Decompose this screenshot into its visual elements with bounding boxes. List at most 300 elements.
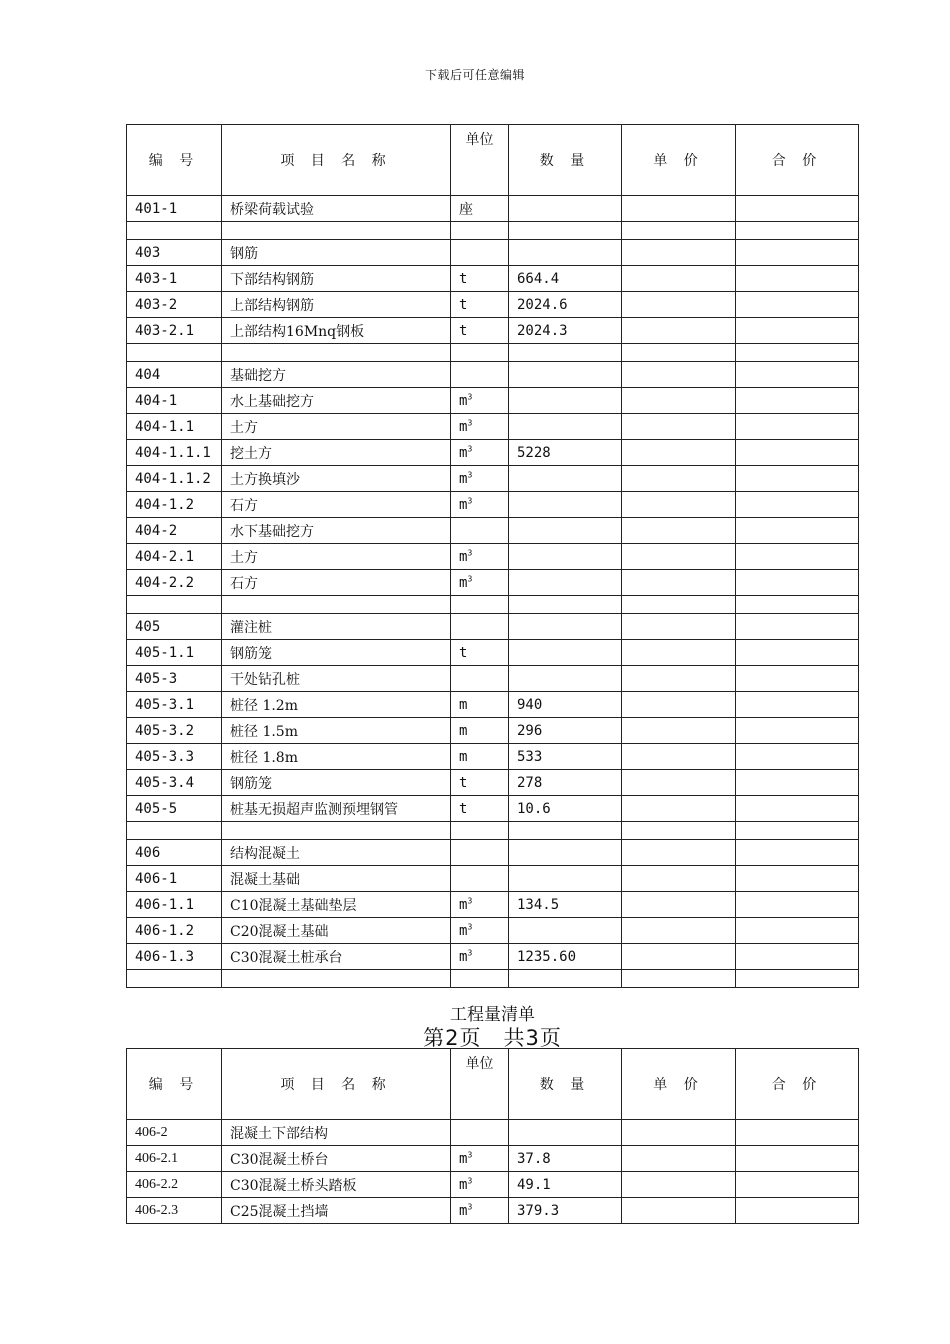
unit-cell [451,440,509,466]
empty-cell [451,344,509,362]
unit-cell [451,866,509,892]
item-code-cell: 405-3 [127,666,222,692]
total-price-cell [736,362,859,388]
column-header-unit: 单位 [451,1049,509,1120]
unit-superscript: 3 [467,573,473,583]
quantity-cell: 296 [509,718,622,744]
item-code-cell: 401-1 [127,196,222,222]
quantity-cell: 379.3 [509,1198,622,1224]
item-code-cell: 403-1 [127,266,222,292]
total-price-cell [736,1198,859,1224]
item-code-cell: 406-1 [127,866,222,892]
quantity-cell [509,362,622,388]
item-code-cell: 405-3.3 [127,744,222,770]
quantity-cell [509,614,622,640]
unit-price-cell [622,744,736,770]
total-price-cell [736,492,859,518]
unit-cell [451,770,509,796]
item-code-cell: 406-2.1 [127,1146,222,1172]
table-row [127,666,859,692]
item-code-cell: 404 [127,362,222,388]
total-price-cell [736,640,859,666]
item-name-cell: 混凝土下部结构 [222,1120,451,1146]
unit-price-cell [622,666,736,692]
unit-price-cell [622,840,736,866]
unit-cell [451,718,509,744]
table-row [127,1172,859,1198]
quantity-cell: 533 [509,744,622,770]
table-row [127,614,859,640]
quantity-cell: 1235.60 [509,944,622,970]
quantity-cell [509,492,622,518]
item-code-cell: 406-1.1 [127,892,222,918]
blank-row [127,344,859,362]
unit-price-cell [622,1172,736,1198]
unit-price-cell [622,362,736,388]
blank-row [127,822,859,840]
item-code-cell: 404-2 [127,518,222,544]
unit-text: t [459,322,468,339]
unit-cell [451,918,509,944]
unit-superscript: 3 [467,1175,473,1185]
quantity-cell [509,414,622,440]
empty-cell [222,596,451,614]
unit-superscript: 3 [467,469,473,479]
unit-cell [451,892,509,918]
item-code-cell: 406 [127,840,222,866]
empty-cell [509,596,622,614]
table-row [127,570,859,596]
item-name-cell: C25混凝土挡墙 [222,1198,451,1224]
column-header-total-price: 合 价 [736,125,859,196]
column-header-unit-price: 单 价 [622,1049,736,1120]
table-row [127,944,859,970]
quantity-cell: 2024.6 [509,292,622,318]
empty-cell [127,596,222,614]
item-name-cell: 石方 [222,570,451,596]
unit-price-cell [622,944,736,970]
quantity-cell [509,640,622,666]
unit-cell [451,292,509,318]
item-code-cell: 406-2.2 [127,1172,222,1198]
unit-price-cell [622,640,736,666]
empty-cell [451,970,509,988]
table-row [127,640,859,666]
unit-price-cell [622,770,736,796]
empty-cell [736,822,859,840]
table-row [127,840,859,866]
quantity-cell: 5228 [509,440,622,466]
item-code-cell: 403 [127,240,222,266]
unit-cell [451,362,509,388]
table-row [127,692,859,718]
quantity-table-page-2 [126,1048,859,1224]
unit-text: t [459,800,468,817]
unit-text: m [459,418,468,435]
total-price-cell [736,692,859,718]
item-name-cell: 桩径 1.8m [222,744,451,770]
empty-cell [127,222,222,240]
total-price-cell [736,718,859,744]
unit-cell [451,666,509,692]
item-code-cell: 406-1.3 [127,944,222,970]
empty-cell [222,222,451,240]
empty-cell [127,344,222,362]
unit-text: t [459,774,468,791]
table-row [127,718,859,744]
unit-cell [451,744,509,770]
item-code-cell: 405-5 [127,796,222,822]
table-row [127,770,859,796]
unit-cell [451,196,509,222]
table-header-row [127,125,859,196]
unit-cell [451,614,509,640]
table-row [127,414,859,440]
unit-cell [451,466,509,492]
unit-price-cell [622,918,736,944]
table-row [127,362,859,388]
unit-price-cell [622,570,736,596]
quantity-cell: 37.8 [509,1146,622,1172]
table-row [127,318,859,344]
unit-cell [451,1120,509,1146]
quantity-cell [509,570,622,596]
unit-superscript: 3 [467,1149,473,1159]
quantity-cell [509,840,622,866]
unit-text: m [459,496,468,513]
column-header-total-price: 合 价 [736,1049,859,1120]
table-row [127,492,859,518]
unit-price-cell [622,544,736,570]
unit-superscript: 3 [467,417,473,427]
table-row [127,292,859,318]
empty-cell [509,822,622,840]
unit-text: m [459,1150,468,1167]
unit-cell [451,1172,509,1198]
empty-cell [622,822,736,840]
empty-cell [622,222,736,240]
empty-cell [622,344,736,362]
total-price-cell [736,292,859,318]
table-row [127,1120,859,1146]
total-price-cell [736,466,859,492]
unit-text: m [459,748,468,765]
total-price-cell [736,440,859,466]
unit-price-cell [622,466,736,492]
unit-text: t [459,270,468,287]
quantity-cell: 134.5 [509,892,622,918]
table-body [127,1120,859,1224]
blank-row [127,970,859,988]
item-code-cell: 404-1.2 [127,492,222,518]
empty-cell [222,344,451,362]
quantity-cell: 940 [509,692,622,718]
unit-superscript: 3 [467,947,473,957]
empty-cell [127,970,222,988]
unit-text: m [459,548,468,565]
empty-cell [451,222,509,240]
table-row [127,544,859,570]
item-name-cell: 灌注桩 [222,614,451,640]
table-row [127,744,859,770]
item-name-cell: 土方 [222,414,451,440]
total-price-cell [736,318,859,344]
unit-text: m [459,722,468,739]
item-name-cell: 桩径 1.5m [222,718,451,744]
unit-price-cell [622,414,736,440]
empty-cell [451,596,509,614]
unit-cell [451,840,509,866]
unit-cell [451,570,509,596]
total-price-cell [736,240,859,266]
item-code-cell: 404-1.1 [127,414,222,440]
item-name-cell: 桥梁荷载试验 [222,196,451,222]
unit-cell [451,944,509,970]
table-body [127,196,859,988]
empty-cell [509,222,622,240]
item-name-cell: C30混凝土桥台 [222,1146,451,1172]
item-name-cell: 桩径 1.2m [222,692,451,718]
table-row [127,388,859,414]
unit-price-cell [622,614,736,640]
column-header-unit-price: 单 价 [622,125,736,196]
unit-price-cell [622,240,736,266]
unit-superscript: 3 [467,443,473,453]
unit-price-cell [622,796,736,822]
column-header-code: 编 号 [127,125,222,196]
item-code-cell: 405-3.4 [127,770,222,796]
unit-cell [451,414,509,440]
unit-price-cell [622,1120,736,1146]
total-price-cell [736,944,859,970]
column-header-unit: 单位 [451,125,509,196]
empty-cell [451,822,509,840]
column-header-name: 项 目 名 称 [222,125,451,196]
table-row [127,1198,859,1224]
item-name-cell: 上部结构钢筋 [222,292,451,318]
item-name-cell: 结构混凝土 [222,840,451,866]
quantity-cell: 2024.3 [509,318,622,344]
quantity-cell: 49.1 [509,1172,622,1198]
item-code-cell: 406-1.2 [127,918,222,944]
total-price-cell [736,866,859,892]
unit-superscript: 3 [467,391,473,401]
unit-cell [451,266,509,292]
unit-price-cell [622,492,736,518]
unit-price-cell [622,892,736,918]
unit-price-cell [622,1198,736,1224]
total-price-cell [736,414,859,440]
table-row [127,518,859,544]
unit-price-cell [622,196,736,222]
empty-cell [509,970,622,988]
blank-row [127,222,859,240]
item-name-cell: 钢筋笼 [222,770,451,796]
item-name-cell: 土方换填沙 [222,466,451,492]
item-code-cell: 403-2.1 [127,318,222,344]
unit-price-cell [622,292,736,318]
unit-superscript: 3 [467,895,473,905]
total-price-cell [736,614,859,640]
table-row [127,892,859,918]
item-name-cell: C30混凝土桩承台 [222,944,451,970]
unit-text: t [459,296,468,313]
table-header-row [127,1049,859,1120]
section-title: 工程量清单 [450,1005,535,1025]
column-header-quantity: 数 量 [509,1049,622,1120]
item-code-cell: 404-1.1.2 [127,466,222,492]
unit-superscript: 3 [467,1201,473,1211]
unit-text: m [459,948,468,965]
empty-cell [736,344,859,362]
item-code-cell: 404-1.1.1 [127,440,222,466]
item-name-cell: 水上基础挖方 [222,388,451,414]
total-price-cell [736,918,859,944]
column-header-code: 编 号 [127,1049,222,1120]
unit-cell [451,796,509,822]
item-code-cell: 405-3.2 [127,718,222,744]
item-code-cell: 404-2.2 [127,570,222,596]
item-code-cell: 405 [127,614,222,640]
item-name-cell: 钢筋 [222,240,451,266]
table-row [127,466,859,492]
unit-price-cell [622,1146,736,1172]
total-price-cell [736,196,859,222]
item-name-cell: 钢筋笼 [222,640,451,666]
unit-price-cell [622,866,736,892]
item-code-cell: 406-2.3 [127,1198,222,1224]
item-name-cell: C20混凝土基础 [222,918,451,944]
item-name-cell: C10混凝土基础垫层 [222,892,451,918]
column-header-name: 项 目 名 称 [222,1049,451,1120]
unit-text: m [459,696,468,713]
total-price-cell [736,518,859,544]
unit-superscript: 3 [467,921,473,931]
unit-text: t [459,644,468,661]
empty-cell [736,596,859,614]
quantity-cell: 664.4 [509,266,622,292]
total-price-cell [736,840,859,866]
unit-cell [451,318,509,344]
empty-cell [736,970,859,988]
table-row [127,196,859,222]
blank-row [127,596,859,614]
empty-cell [622,970,736,988]
total-price-cell [736,744,859,770]
header-note: 下载后可任意编辑 [424,68,525,82]
item-name-cell: 混凝土基础 [222,866,451,892]
unit-superscript: 3 [467,547,473,557]
quantity-cell [509,1120,622,1146]
quantity-cell: 10.6 [509,796,622,822]
empty-cell [222,822,451,840]
table-row [127,266,859,292]
unit-price-cell [622,692,736,718]
page-label: 第2页 共3页 [423,1026,562,1050]
unit-cell [451,544,509,570]
quantity-cell [509,544,622,570]
quantity-table-page-1 [126,124,859,988]
unit-cell [451,492,509,518]
total-price-cell [736,1146,859,1172]
quantity-cell: 278 [509,770,622,796]
item-code-cell: 406-2 [127,1120,222,1146]
item-name-cell: 上部结构16Mnq钢板 [222,318,451,344]
empty-cell [736,222,859,240]
unit-text: m [459,392,468,409]
item-code-cell: 404-2.1 [127,544,222,570]
table-row [127,240,859,266]
unit-price-cell [622,518,736,544]
quantity-cell [509,666,622,692]
total-price-cell [736,266,859,292]
unit-text: m [459,444,468,461]
unit-text: m [459,1202,468,1219]
item-name-cell: 石方 [222,492,451,518]
table-row [127,866,859,892]
unit-price-cell [622,266,736,292]
empty-cell [622,596,736,614]
unit-cell [451,1146,509,1172]
item-name-cell: C30混凝土桥头踏板 [222,1172,451,1198]
quantity-cell [509,918,622,944]
unit-cell [451,692,509,718]
unit-price-cell [622,388,736,414]
table-row [127,918,859,944]
item-name-cell: 基础挖方 [222,362,451,388]
quantity-cell [509,866,622,892]
item-code-cell: 403-2 [127,292,222,318]
total-price-cell [736,770,859,796]
unit-text: m [459,470,468,487]
quantity-cell [509,388,622,414]
quantity-cell [509,466,622,492]
unit-superscript: 3 [467,495,473,505]
unit-text: 座 [459,201,473,218]
unit-price-cell [622,440,736,466]
unit-text: m [459,922,468,939]
unit-cell [451,640,509,666]
unit-text: m [459,574,468,591]
empty-cell [127,822,222,840]
total-price-cell [736,1172,859,1198]
item-code-cell: 405-3.1 [127,692,222,718]
total-price-cell [736,796,859,822]
item-name-cell: 下部结构钢筋 [222,266,451,292]
total-price-cell [736,892,859,918]
unit-cell [451,1198,509,1224]
unit-text: m [459,1176,468,1193]
table-row [127,440,859,466]
quantity-cell [509,518,622,544]
item-name-cell: 挖土方 [222,440,451,466]
empty-cell [509,344,622,362]
total-price-cell [736,544,859,570]
item-code-cell: 405-1.1 [127,640,222,666]
total-price-cell [736,1120,859,1146]
total-price-cell [736,388,859,414]
unit-cell [451,518,509,544]
item-code-cell: 404-1 [127,388,222,414]
item-name-cell: 桩基无损超声监测预埋钢管 [222,796,451,822]
unit-price-cell [622,318,736,344]
total-price-cell [736,666,859,692]
table-row [127,796,859,822]
item-name-cell: 干处钻孔桩 [222,666,451,692]
quantity-cell [509,196,622,222]
total-price-cell [736,570,859,596]
item-name-cell: 水下基础挖方 [222,518,451,544]
